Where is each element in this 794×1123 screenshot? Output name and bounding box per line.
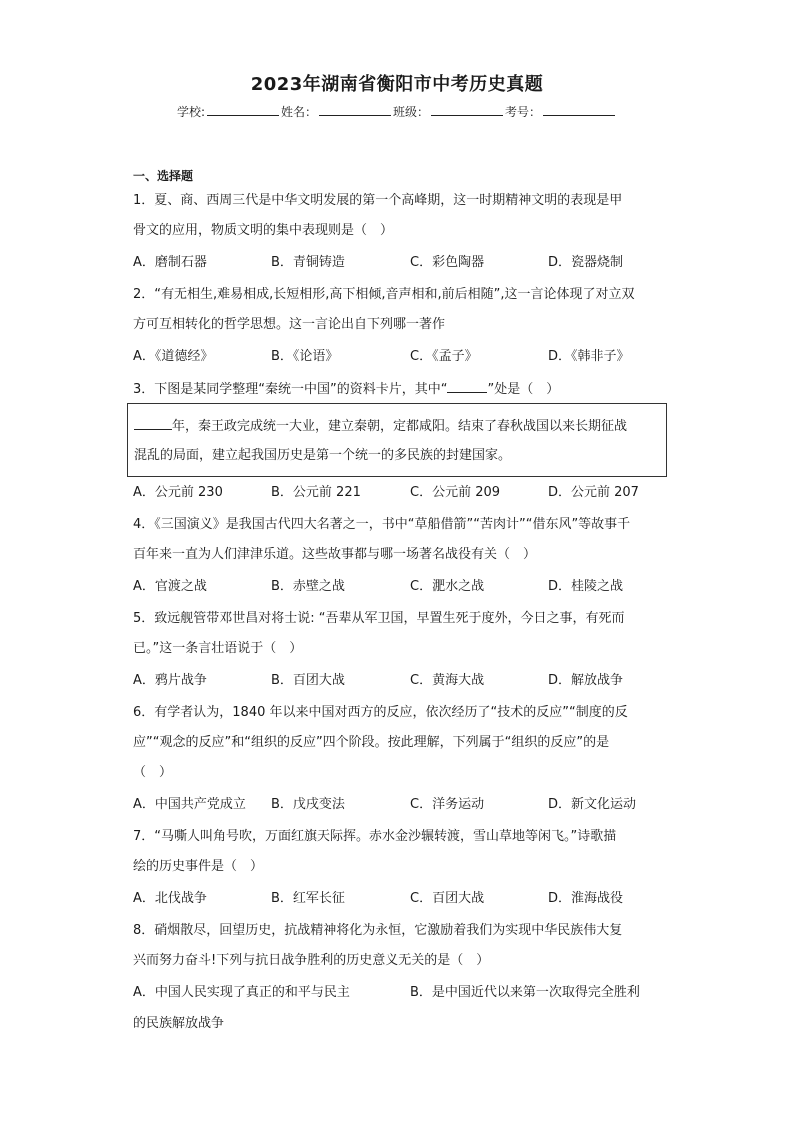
exam-no-blank[interactable] <box>543 103 615 116</box>
question-1-option-d[interactable]: D．瓷器烧制 <box>548 255 624 270</box>
question-5-line-2: 已。”这一条言壮语说于（ ） <box>133 641 303 656</box>
question-3-option-c[interactable]: C．公元前 209 <box>410 485 501 500</box>
question-8-option-b[interactable]: B．是中国近代以来第一次取得完全胜利 <box>410 985 640 1000</box>
question-8-option-a[interactable]: A．中国人民实现了真正的和平与民主 <box>133 985 350 1000</box>
question-5-line-1: 5．致远舰管带邓世昌对将士说: “吾辈从军卫国，早置生死于度外，今日之事，有死而 <box>133 611 625 626</box>
school-label: 学校: <box>176 105 205 119</box>
question-1-option-a[interactable]: A．磨制石器 <box>133 255 207 270</box>
question-2-option-a[interactable]: A．《道德经》 <box>133 349 214 364</box>
question-7-option-b[interactable]: B．红军长征 <box>271 891 345 906</box>
name-blank[interactable] <box>319 103 391 116</box>
question-1-option-c[interactable]: C．彩色陶器 <box>410 255 485 270</box>
question-4-option-d[interactable]: D．桂陵之战 <box>548 579 624 594</box>
question-7-option-c[interactable]: C．百团大战 <box>410 891 485 906</box>
card-blank <box>134 416 172 430</box>
question-3-line-1 <box>133 379 663 399</box>
question-3-blank <box>447 379 487 393</box>
question-3-option-d[interactable]: D．公元前 207 <box>548 485 639 500</box>
question-6-line-2: 应”“观念的反应”和“组织的反应”四个阶段。按此理解，下列属于“组织的反应”的是 <box>133 735 610 750</box>
question-7-option-d[interactable]: D．淮海战役 <box>548 891 624 906</box>
question-7-line-1: 7．“马嘶人叫角号吹，万面红旗天际挥。赤水金沙辗转渡，雪山草地等闲飞。”诗歌描 <box>133 829 617 844</box>
question-1-line-2: 骨文的应用，物质文明的集中表现则是（ ） <box>133 223 394 238</box>
question-6-option-d[interactable]: D．新文化运动 <box>548 797 637 812</box>
question-6-line-1: 6．有学者认为，1840 年以来中国对西方的反应，依次经历了“技术的反应”“制度的反 <box>133 705 628 720</box>
question-1-option-b[interactable]: B．青铜铸造 <box>271 255 345 270</box>
exam-no-label: 考号： <box>505 105 542 119</box>
class-label: 班级： <box>393 105 430 119</box>
question-7-option-a[interactable]: A．北伐战争 <box>133 891 207 906</box>
class-blank[interactable] <box>431 103 503 116</box>
card-line-1-text: 年，秦王政完成统一大业，建立秦朝，定都咸阳。结束了春秋战国以来长期征战 <box>172 419 628 434</box>
question-3-stem-b: ”处是（ ） <box>487 382 560 397</box>
question-2-option-b[interactable]: B．《论语》 <box>271 349 339 364</box>
question-6-option-c[interactable]: C．洋务运动 <box>410 797 485 812</box>
student-info-row <box>0 103 794 120</box>
question-5-option-a[interactable]: A．鸦片战争 <box>133 673 207 688</box>
page-title: 2023年湖南省衡阳市中考历史真题 <box>250 74 544 95</box>
question-8-option-b-cont[interactable]: 的民族解放战争 <box>133 1016 225 1031</box>
question-4-line-2: 百年来一直为人们津津乐道。这些故事都与哪一场著名战役有关（ ） <box>133 547 537 562</box>
question-8-line-1: 8．硝烟散尽，回望历史，抗战精神将化为永恒，它激励着我们为实现中华民族伟大复 <box>133 923 623 938</box>
card-line-2: 混乱的局面，建立起我国历史是第一个统一的多民族的封建国家。 <box>134 448 512 463</box>
question-4-option-b[interactable]: B．赤壁之战 <box>271 579 345 594</box>
question-2-line-2: 方可互相转化的哲学思想。这一言论出自下列哪一著作 <box>133 317 446 332</box>
question-7-line-2: 绘的历史事件是（ ） <box>133 859 264 874</box>
name-label: 姓名： <box>281 105 318 119</box>
question-4-option-c[interactable]: C．淝水之战 <box>410 579 485 594</box>
question-6-line-3: （ ） <box>133 765 173 780</box>
question-3-stem-a: 3．下图是某同学整理“秦统一中国”的资料卡片，其中“ <box>133 382 448 397</box>
school-blank[interactable] <box>207 103 279 116</box>
question-3-option-a[interactable]: A．公元前 230 <box>133 485 223 500</box>
question-5-option-b[interactable]: B．百团大战 <box>271 673 345 688</box>
question-4-line-1: 4．《三国演义》是我国古代四大名著之一，书中“草船借箭”“苦肉计”“借东风”等故事千 <box>133 517 631 532</box>
data-card <box>127 403 667 477</box>
question-5-option-c[interactable]: C．黄海大战 <box>410 673 485 688</box>
question-2-option-d[interactable]: D．《韩非子》 <box>548 349 630 364</box>
card-line-1 <box>134 416 627 436</box>
question-8-line-2: 兴而努力奋斗!下列与抗日战争胜利的历史意义无关的是（ ） <box>133 953 490 968</box>
question-6-option-a[interactable]: A．中国共产党成立 <box>133 797 246 812</box>
question-4-option-a[interactable]: A．官渡之战 <box>133 579 207 594</box>
section-heading: 一、选择题 <box>133 169 194 183</box>
question-5-option-d[interactable]: D．解放战争 <box>548 673 624 688</box>
question-2-option-c[interactable]: C．《孟子》 <box>410 349 478 364</box>
question-1-line-1: 1．夏、商、西周三代是中华文明发展的第一个高峰期，这一时期精神文明的表现是甲 <box>133 193 623 208</box>
question-2-line-1: 2．“有无相生,难易相成,长短相形,高下相倾,音声相和,前后相随”,这一言论体现了对立双 <box>133 287 635 302</box>
question-6-option-b[interactable]: B．戊戌变法 <box>271 797 345 812</box>
question-3-option-b[interactable]: B．公元前 221 <box>271 485 361 500</box>
